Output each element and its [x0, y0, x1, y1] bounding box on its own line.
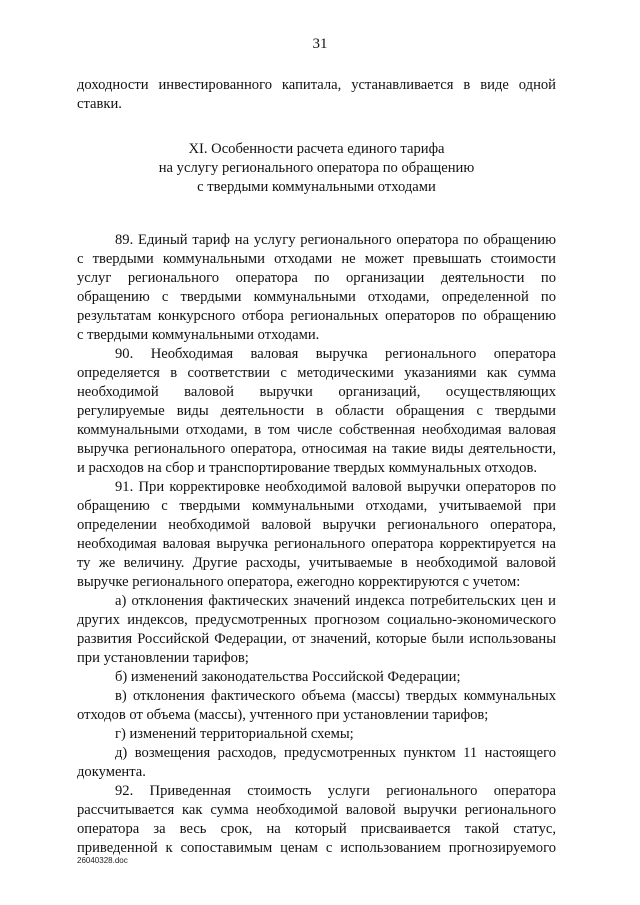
paragraph: [77, 725, 556, 744]
paragraph-line: и расходов на сбор и транспортирование твердых коммунальных отходов.: [77, 460, 537, 476]
heading-line: с твердыми коммунальными отходами: [197, 179, 436, 195]
paragraph-line: коммунальными отходами, в том числе собственная необходимая валовая: [77, 422, 556, 438]
heading-line: XI. Особенности расчета единого тарифа: [188, 141, 445, 157]
heading-line: на услугу регионального оператора по обращению: [158, 160, 475, 176]
paragraph-line: б) изменений законодательства Российской Федерации;: [115, 669, 461, 685]
paragraph-line: приведенной к сопоставимым ценам с использованием прогнозируемого: [77, 840, 556, 856]
paragraph-line: с твердыми коммунальными отходами.: [77, 327, 320, 343]
paragraph-line: ту же величину. Другие расходы, учитываемые в необходимой валовой: [77, 555, 556, 571]
paragraph-line: определяется в соответствии с методическими указаниями как сумма: [77, 365, 556, 381]
paragraph-line: 90. Необходимая валовая выручка регионального оператора: [115, 346, 556, 362]
paragraph-line: регулируемые виды деятельности в области обращения с твердыми: [77, 403, 556, 419]
intro-line: доходности инвестированного капитала, устанавливается в виде одной: [77, 77, 556, 93]
paragraph-line: 91. При корректировке необходимой валовой выручки операторов по: [115, 479, 556, 495]
paragraph: [77, 478, 556, 592]
paragraph-line: выручка регионального оператора, относимая на такие виды деятельности,: [77, 441, 556, 457]
page-number: 31: [312, 36, 328, 52]
paragraph-line: выручке регионального оператора, ежегодно корректируются с учетом:: [77, 574, 521, 590]
section-heading: [77, 140, 556, 197]
paragraph-line: развития Российской Федерации, от значений, которые были использованы: [77, 631, 556, 647]
paragraph-line: оператора за весь срок, на который присваивается такой статус,: [77, 821, 556, 837]
paragraph: [77, 668, 556, 687]
paragraph-line: 89. Единый тариф на услугу регионального оператора по обращению: [115, 232, 556, 248]
paragraph-line: отходов от объема (массы), учтенного при установлении тарифов;: [77, 707, 489, 723]
paragraph-line: обращению с твердыми коммунальными отходами, определенной по: [77, 289, 556, 305]
intro-paragraph: [77, 76, 556, 114]
file-name-footer: 26040328.doc: [77, 856, 128, 865]
paragraph-line: рассчитывается как сумма необходимой валовой выручки регионального: [77, 802, 556, 818]
paragraph-line: 92. Приведенная стоимость услуги регионального оператора: [115, 783, 556, 799]
paragraph-line: необходимой валовой выручки организаций, осуществляющих: [77, 384, 556, 400]
paragraph-line: услуг регионального оператора по организации деятельности по: [77, 270, 556, 286]
paragraph: [77, 592, 556, 668]
paragraph-line: а) отклонения фактических значений индекса потребительских цен и: [115, 593, 556, 609]
intro-line: ставки.: [77, 96, 122, 112]
paragraph-line: других индексов, предусмотренных прогнозом социально-экономического: [77, 612, 556, 628]
paragraph-line: при установлении тарифов;: [77, 650, 249, 666]
paragraph-line: документа.: [77, 764, 146, 780]
paragraph: [77, 687, 556, 725]
paragraph-line: г) изменений территориальной схемы;: [115, 726, 354, 742]
paragraph: [77, 744, 556, 782]
paragraph: [77, 782, 556, 858]
paragraph-line: необходимая валовая выручка регионального оператора корректируется на: [77, 536, 556, 552]
paragraph-line: результатам конкурсного отбора региональных операторов по обращению: [77, 308, 556, 324]
paragraph: [77, 231, 556, 345]
paragraph: [77, 345, 556, 478]
paragraph-line: определении необходимой валовой выручки регионального оператора,: [77, 517, 556, 533]
paragraph-line: д) возмещения расходов, предусмотренных пунктом 11 настоящего: [115, 745, 556, 761]
paragraph-line: с твердыми коммунальными отходами не может превышать стоимости: [77, 251, 556, 267]
document-body: [77, 76, 556, 858]
paragraph-line: в) отклонения фактического объема (массы) твердых коммунальных: [115, 688, 556, 704]
paragraph-line: обращению с твердыми коммунальными отходами, учитываемой при: [77, 498, 556, 514]
paragraph-list: [77, 231, 556, 858]
